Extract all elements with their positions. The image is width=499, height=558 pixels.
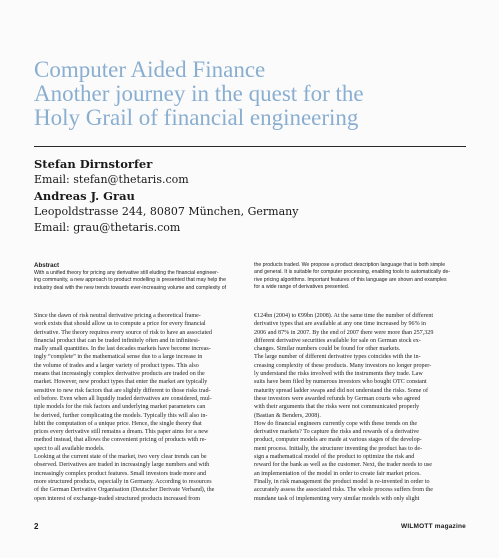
- abstract-line: rive pricing algorithms. Important features of this language are shown and examples: [254, 276, 447, 283]
- abstract-line: ing community, a new approach to product modelling is presented that may help the: [34, 277, 226, 284]
- body-line: increasingly complex product features. Small investors trade more and: [34, 470, 207, 477]
- magazine-name: WILMOTT magazine: [401, 523, 466, 530]
- author-email: Email: stefan@thetaris.com: [34, 173, 189, 186]
- body-line: ment process. Initially, the structurer inventing the product has to de-: [254, 445, 423, 452]
- body-line: work exists that should allow us to compute a price for every financial: [34, 321, 206, 328]
- body-line: product, computer models are made at various stages of the develop-: [254, 437, 422, 444]
- body-left-column: [34, 312, 246, 503]
- body-line: an implementation of the model in order to create fair market prices.: [254, 470, 421, 477]
- body-line: observed. Derivatives are traded in increasingly large numbers and with: [34, 462, 210, 469]
- author-email: Email: grau@thetaris.com: [34, 221, 181, 234]
- body-line: How do financial engineers currently cope with these trends on the: [254, 420, 418, 427]
- abstract-line: With a unified theory for pricing any derivative still eluding the financial engineer-: [34, 270, 219, 276]
- body-line: means that increasingly complex derivative products are traded on the: [34, 371, 205, 378]
- body-line: derivative types that are available at any one time increased by 96% in: [254, 321, 426, 328]
- body-line: changes. Similar numbers could be found for other markets.: [254, 346, 401, 353]
- article-title: [34, 58, 474, 130]
- body-line: tiple models for the risk factors and underlying market parameters can: [34, 404, 206, 411]
- body-line: with their arguments that the risks were not communicated properly: [254, 404, 420, 411]
- body-line: sensitive to new risk factors that are slightly different to those risks trad-: [34, 387, 211, 394]
- body-line: Since the dawn of risk neutral derivative pricing a theoretical frame-: [34, 313, 201, 319]
- title-divider: [34, 146, 466, 147]
- body-line: more structured products, especially in Germany. According to resources: [34, 478, 212, 485]
- body-line: financial product that can be traded infinitely often and in infinitesi-: [34, 337, 200, 344]
- body-line: creasing complexity of these products. Many investors no longer proper-: [254, 362, 432, 369]
- body-line: The large number of different derivative types coincides with the in-: [254, 354, 421, 361]
- body-line: ly understand the risks involved with the instruments they trade. Law: [254, 371, 423, 378]
- title-line: Computer Aided Finance: [34, 57, 266, 82]
- body-line: reward for the bank as well as the customer. Next, the trader needs to use: [254, 462, 433, 469]
- body-line: method instead, that allows the convenient pricing of products with re-: [34, 437, 207, 444]
- body-line: these investors were awarded refunds by German courts who agreed: [254, 395, 421, 402]
- abstract-line: and general. It is suitable for computer processing, enabling tools to automatically de-: [254, 269, 451, 276]
- abstract-line: industry deal with the new trends towards ever-increasing volume and complexity of: [34, 284, 227, 291]
- abstract-left-column: [34, 270, 246, 292]
- body-line: market. However, new product types that enter the market are typically: [34, 379, 208, 386]
- body-line: be derived, further complicating the models. Typically this will also in-: [34, 412, 208, 419]
- body-right-column: [254, 312, 466, 503]
- body-line: mundane task of implementing very similar models with only slight: [254, 495, 420, 502]
- body-line: €124bn (2004) to €99bn (2008). At the same time the number of different: [254, 313, 434, 319]
- body-line: 2006 and 87% in 2007. By the end of 2007 there were more than 257,329: [254, 329, 434, 336]
- body-line: derivative. The theory requires every source of risk to have an associated: [34, 329, 212, 336]
- body-line: of the German Derivative Organisation (Deutscher Derivate Verband), the: [34, 487, 215, 494]
- body-line: mally small quantities. In the last decades markets have become increas-: [34, 346, 211, 353]
- title-line: Holy Grail of financial engineering: [34, 105, 359, 130]
- abstract-line: for a wide range of derivatives presented.: [254, 284, 350, 291]
- body-line: ed before. Even when all liquidly traded derivatives are considered, mul-: [34, 395, 212, 402]
- body-line: prices every derivative still remains a dream. This paper aims for a new: [34, 429, 209, 436]
- body-line: Looking at the current state of the market, two very clear trends can be: [34, 454, 207, 461]
- title-line: Another journey in the quest for the: [34, 81, 364, 106]
- body-line: different derivative securities available for sale on German stock ex-: [254, 337, 421, 344]
- body-line: ingly “complete” in the mathematical sense due to a large increase in: [34, 354, 203, 361]
- body-line: sign a mathematical model of the product to optimize the risk and: [254, 454, 415, 461]
- author-address: Leopoldstrasse 244, 80807 München, Germany: [34, 205, 299, 218]
- abstract-line: the products traded. We propose a product description language that is both simple: [254, 262, 446, 268]
- body-line: (Bastian & Benders, 2008).: [254, 412, 321, 419]
- body-line: the volume of trades and a larger variety of product types. This also: [34, 362, 199, 369]
- body-line: accurately assess the associated risks. The whole process suffers from the: [254, 487, 433, 494]
- body-line: open interest of exchange-traded structured products increased from: [34, 495, 200, 502]
- author-name: Stefan Dirnstorfer: [34, 157, 153, 171]
- body-line: maturity spread ladder swaps and did not understand the risks. Some of: [254, 387, 428, 394]
- body-line: derivative markets? To capture the risks and rewards of a derivative: [254, 429, 419, 436]
- author-name: Andreas J. Grau: [34, 189, 135, 203]
- page-number: 2: [34, 522, 39, 531]
- body-line: Finally, in risk management the product model is re-invented in order to: [254, 478, 430, 485]
- body-line: hibit the computation of a unique price. Hence, the single theory that: [34, 420, 202, 427]
- abstract-right-column: [254, 262, 466, 292]
- abstract-heading: Abstract: [34, 262, 60, 269]
- body-line: suits have been filed by numerous investors who bought OTC constant: [254, 379, 427, 386]
- body-line: spect to all available models.: [34, 445, 105, 452]
